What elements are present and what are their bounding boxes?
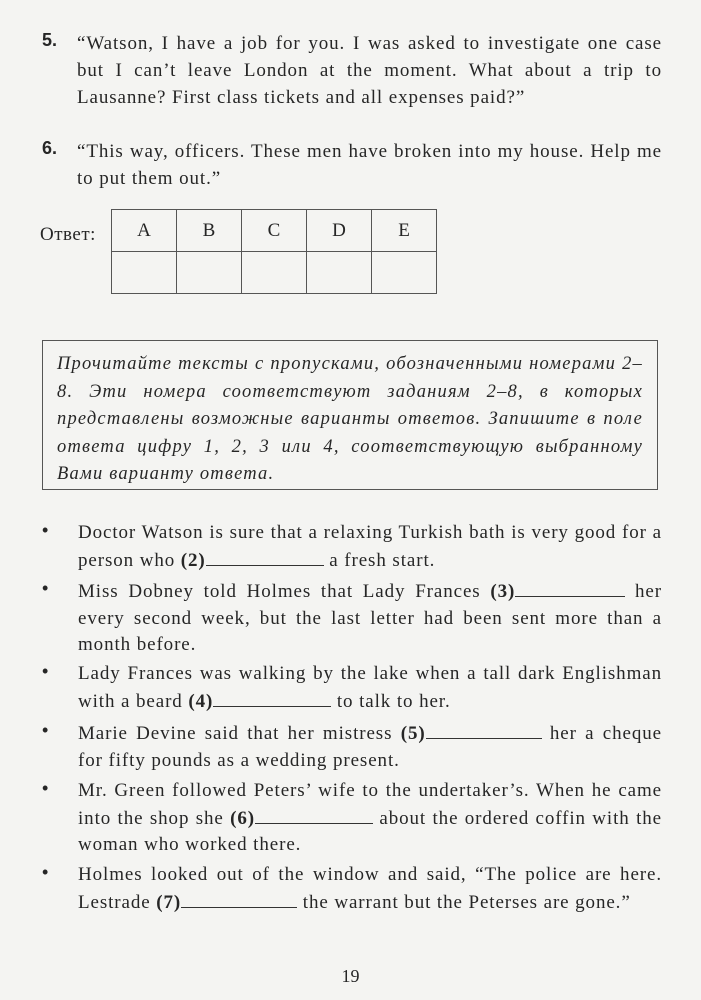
answer-blank[interactable]	[181, 889, 297, 908]
item-text: “This way, officers. These men have broken into my house. Help me to put them out.”	[77, 141, 662, 189]
answer-header-row	[112, 210, 437, 252]
item-6	[42, 138, 662, 192]
gap-number: (3)	[490, 581, 516, 602]
bullet-item: • Holmes looked out of the window and said, “The police are here. Lestrade (7) the warrant but the Peterses are gone.”	[42, 862, 662, 913]
item-number: 6.	[42, 138, 58, 158]
bullet-dot: •	[42, 778, 49, 798]
answer-blank[interactable]	[515, 578, 625, 597]
answer-column-e: E	[372, 210, 437, 252]
answer-table	[111, 209, 437, 294]
answer-input-row	[112, 252, 437, 294]
answer-blank[interactable]	[206, 547, 324, 566]
page-number: 19	[341, 966, 360, 986]
answer-cell-e[interactable]	[372, 252, 437, 294]
bullet-dot: •	[42, 862, 49, 882]
answer-cell-a[interactable]	[112, 252, 177, 294]
answer-blank[interactable]	[213, 688, 331, 707]
answer-column-a: A	[112, 210, 177, 252]
answer-column-b: B	[177, 210, 242, 252]
answer-cell-d[interactable]	[307, 252, 372, 294]
bullet-item: • Lady Frances was walking by the lake when a tall dark Englishman with a beard (4) to talk to her.	[42, 661, 662, 712]
bullet-item: • Marie Devine said that her mistress (5) her a cheque for fifty pounds as a wedding present.	[42, 720, 662, 771]
bullet-dot: •	[42, 661, 49, 681]
bullet-item: • Miss Dobney told Holmes that Lady Frances (3) her every second week, but the last letter had been sent more than a month before.	[42, 578, 662, 655]
bullet-dot: •	[42, 720, 49, 740]
gap-number: (2)	[180, 549, 206, 571]
answer-label: Ответ:	[40, 224, 96, 245]
answer-blank[interactable]	[426, 720, 542, 739]
answer-cell-c[interactable]	[242, 252, 307, 294]
answer-column-c: C	[242, 210, 307, 252]
bullet-dot: •	[42, 520, 49, 540]
answer-column-d: D	[307, 210, 372, 252]
gap-number: (7)	[156, 891, 182, 913]
gap-number: (6)	[230, 807, 255, 829]
answer-cell-b[interactable]	[177, 252, 242, 294]
item-5	[42, 30, 662, 111]
instruction-box: Прочитайте тексты с пропусками, обозначенными номерами 2–8. Эти номера соответствуют заданиям 2–8, в которых представлены возможные варианты ответов. Запишите в поле ответа цифру 1, 2, 3 или 4, соответствующую выбранному Вами варианту ответа.	[42, 340, 658, 490]
item-text: “Watson, I have a job for you. I was asked to investigate one case but I can’t leave London at the moment. What about a trip to Lausanne? First class tickets and all expenses paid?”	[77, 33, 662, 108]
bullet-item: • Mr. Green followed Peters’ wife to the undertaker’s. When he came into the shop she (6) about the ordered coffin with the woman who worked there.	[42, 778, 662, 855]
bullet-dot: •	[42, 578, 49, 598]
item-number: 5.	[42, 30, 58, 50]
bullet-item: • Doctor Watson is sure that a relaxing Turkish bath is very good for a person who (2) a fresh start.	[42, 520, 662, 571]
gap-number: (5)	[400, 723, 426, 744]
answer-blank[interactable]	[255, 805, 373, 824]
gap-number: (4)	[188, 690, 214, 712]
